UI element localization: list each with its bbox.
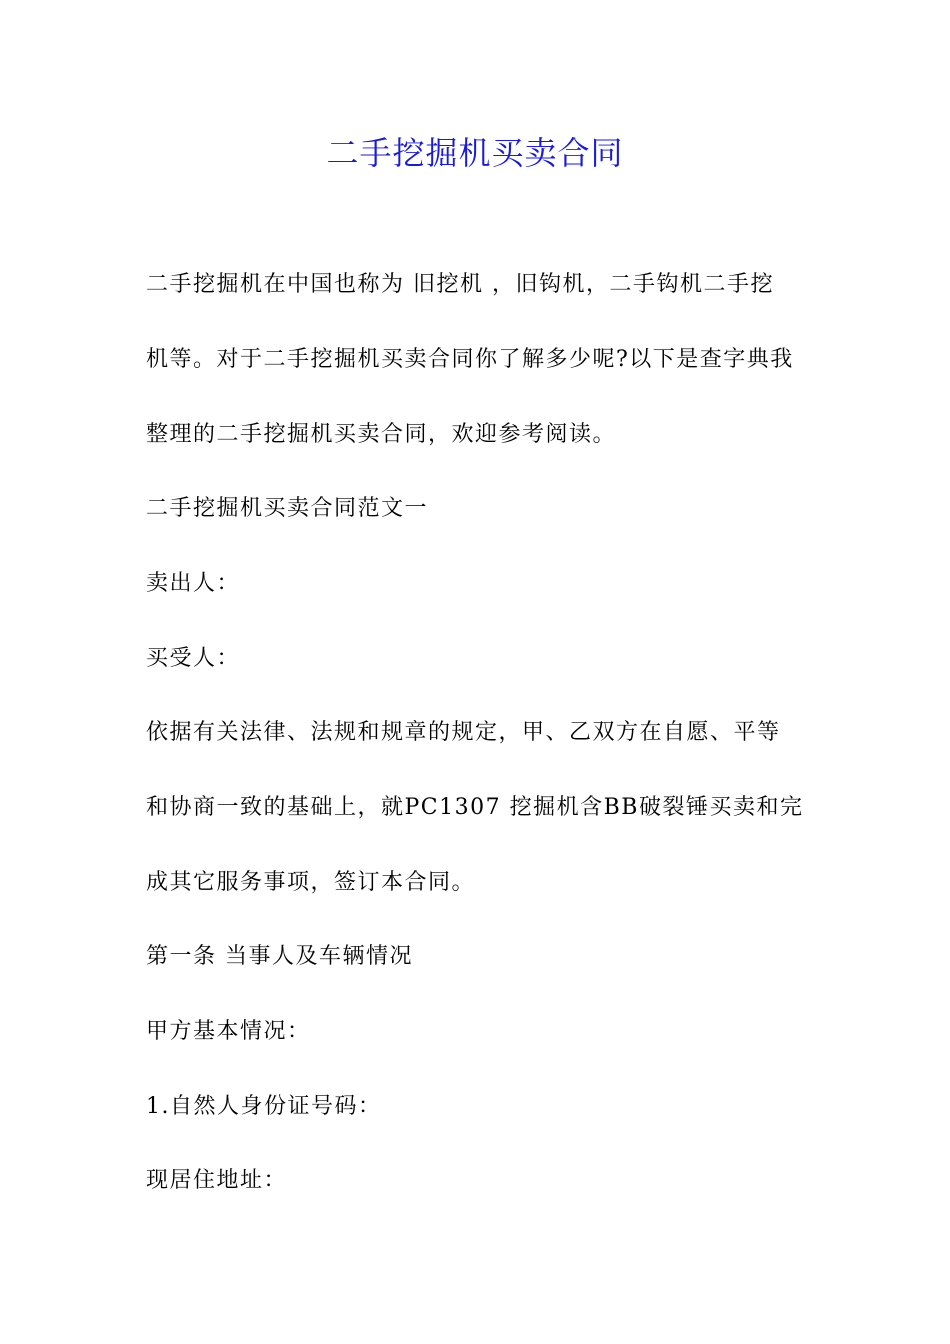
address-label: 现居住地址：: [146, 1168, 288, 1193]
section-heading: 二手挖掘机买卖合同范文一: [146, 496, 429, 521]
id-number-label: 1.自然人身份证号码：: [146, 1094, 382, 1119]
preamble-line-1: 依据有关法律、法规和规章的规定，甲、乙双方在自愿、平等: [146, 720, 781, 745]
article-one-heading: 第一条 当事人及车辆情况: [146, 944, 413, 969]
preamble-line-3: 成其它服务事项，签订本合同。: [146, 870, 476, 895]
preamble-line-2: 和协商一致的基础上，就PC1307 挖掘机含BB破裂锤买卖和完: [146, 795, 804, 820]
document-title: 二手挖掘机买卖合同: [326, 134, 624, 172]
intro-line-1: 二手挖掘机在中国也称为 旧挖机 ，旧钩机，二手钩机二手挖: [146, 272, 774, 297]
intro-line-2: 机等。对于二手挖掘机买卖合同你了解多少呢?以下是查字典我: [146, 347, 794, 372]
intro-line-3: 整理的二手挖掘机买卖合同，欢迎参考阅读。: [146, 422, 617, 447]
buyer-label: 买受人：: [146, 646, 241, 671]
seller-label: 卖出人：: [146, 571, 241, 596]
party-a-label: 甲方基本情况：: [146, 1019, 311, 1044]
